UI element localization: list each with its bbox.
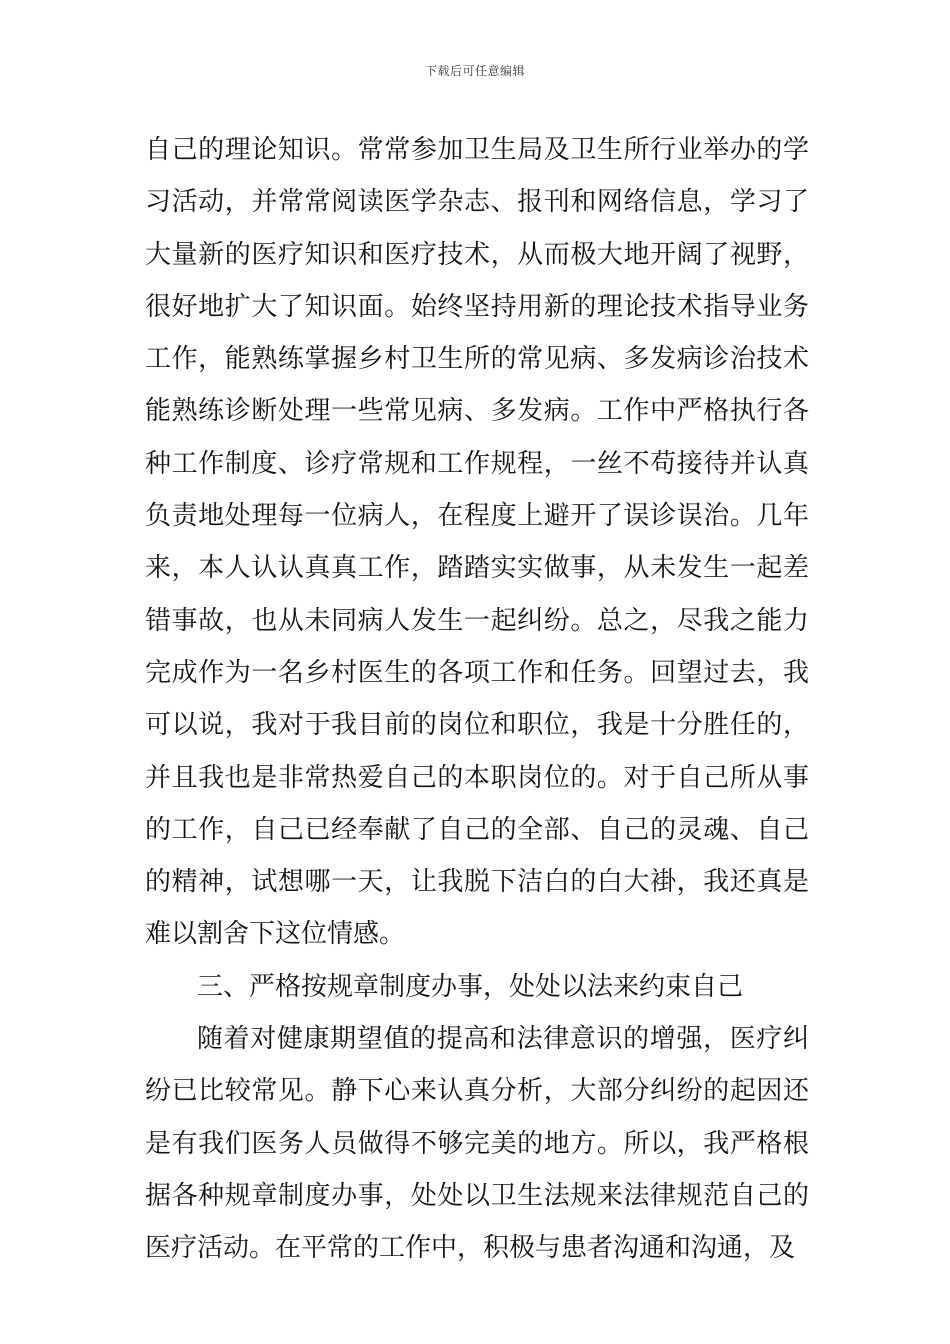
paragraph-continued: 自己的理论知识。常常参加卫生局及卫生所行业举办的学习活动，并常常阅读医学杂志、报刊和网络信息，学习了大量新的医疗知识和医疗技术，从而极大地开阔了视野，很好地扩大了知识面。始终坚持用新的理论技术指导业务工作，能熟练掌握乡村卫生所的常见病、多发病诊治技术能熟练诊断处理一些常见病、多发病。工作中严格执行各种工作制度、诊疗常规和工作规程，一丝不苟接待并认真负责地处理每一位病人，在程度上避开了误诊误治。几年来，本人认认真真工作，踏踏实实做事，从未发生一起差错事故，也从未同病人发生一起纠纷。总之，尽我之能力完成作为一名乡村医生的各项工作和任务。回望过去，我可以说，我对于我目前的岗位和职位，我是十分胜任的，并且我也是非常热爱自己的本职岗位的。对于自己所从事的工作，自己已经奉献了自己的全部、自己的灵魂、自己的精神，试想哪一天，让我脱下洁白的白大褂，我还真是难以割舍下这位情感。 — [145, 135, 809, 950]
document-body — [145, 124, 809, 1275]
page-header: 下载后可任意编辑 — [424, 64, 525, 78]
section-heading: 三、严格按规章制度办事，处处以法来约束自己 — [197, 971, 744, 1002]
paragraph: 随着对健康期望值的提高和法律意识的增强，医疗纠纷已比较常见。静下心来认真分析，大部分纠纷的起因还是有我们医务人员做得不够完美的地方。所以，我严格根据各种规章制度办事，处处以卫生法规来法律规范自己的医疗活动。在平常的工作中，积极与患者沟通和沟通，及 — [145, 1024, 809, 1264]
